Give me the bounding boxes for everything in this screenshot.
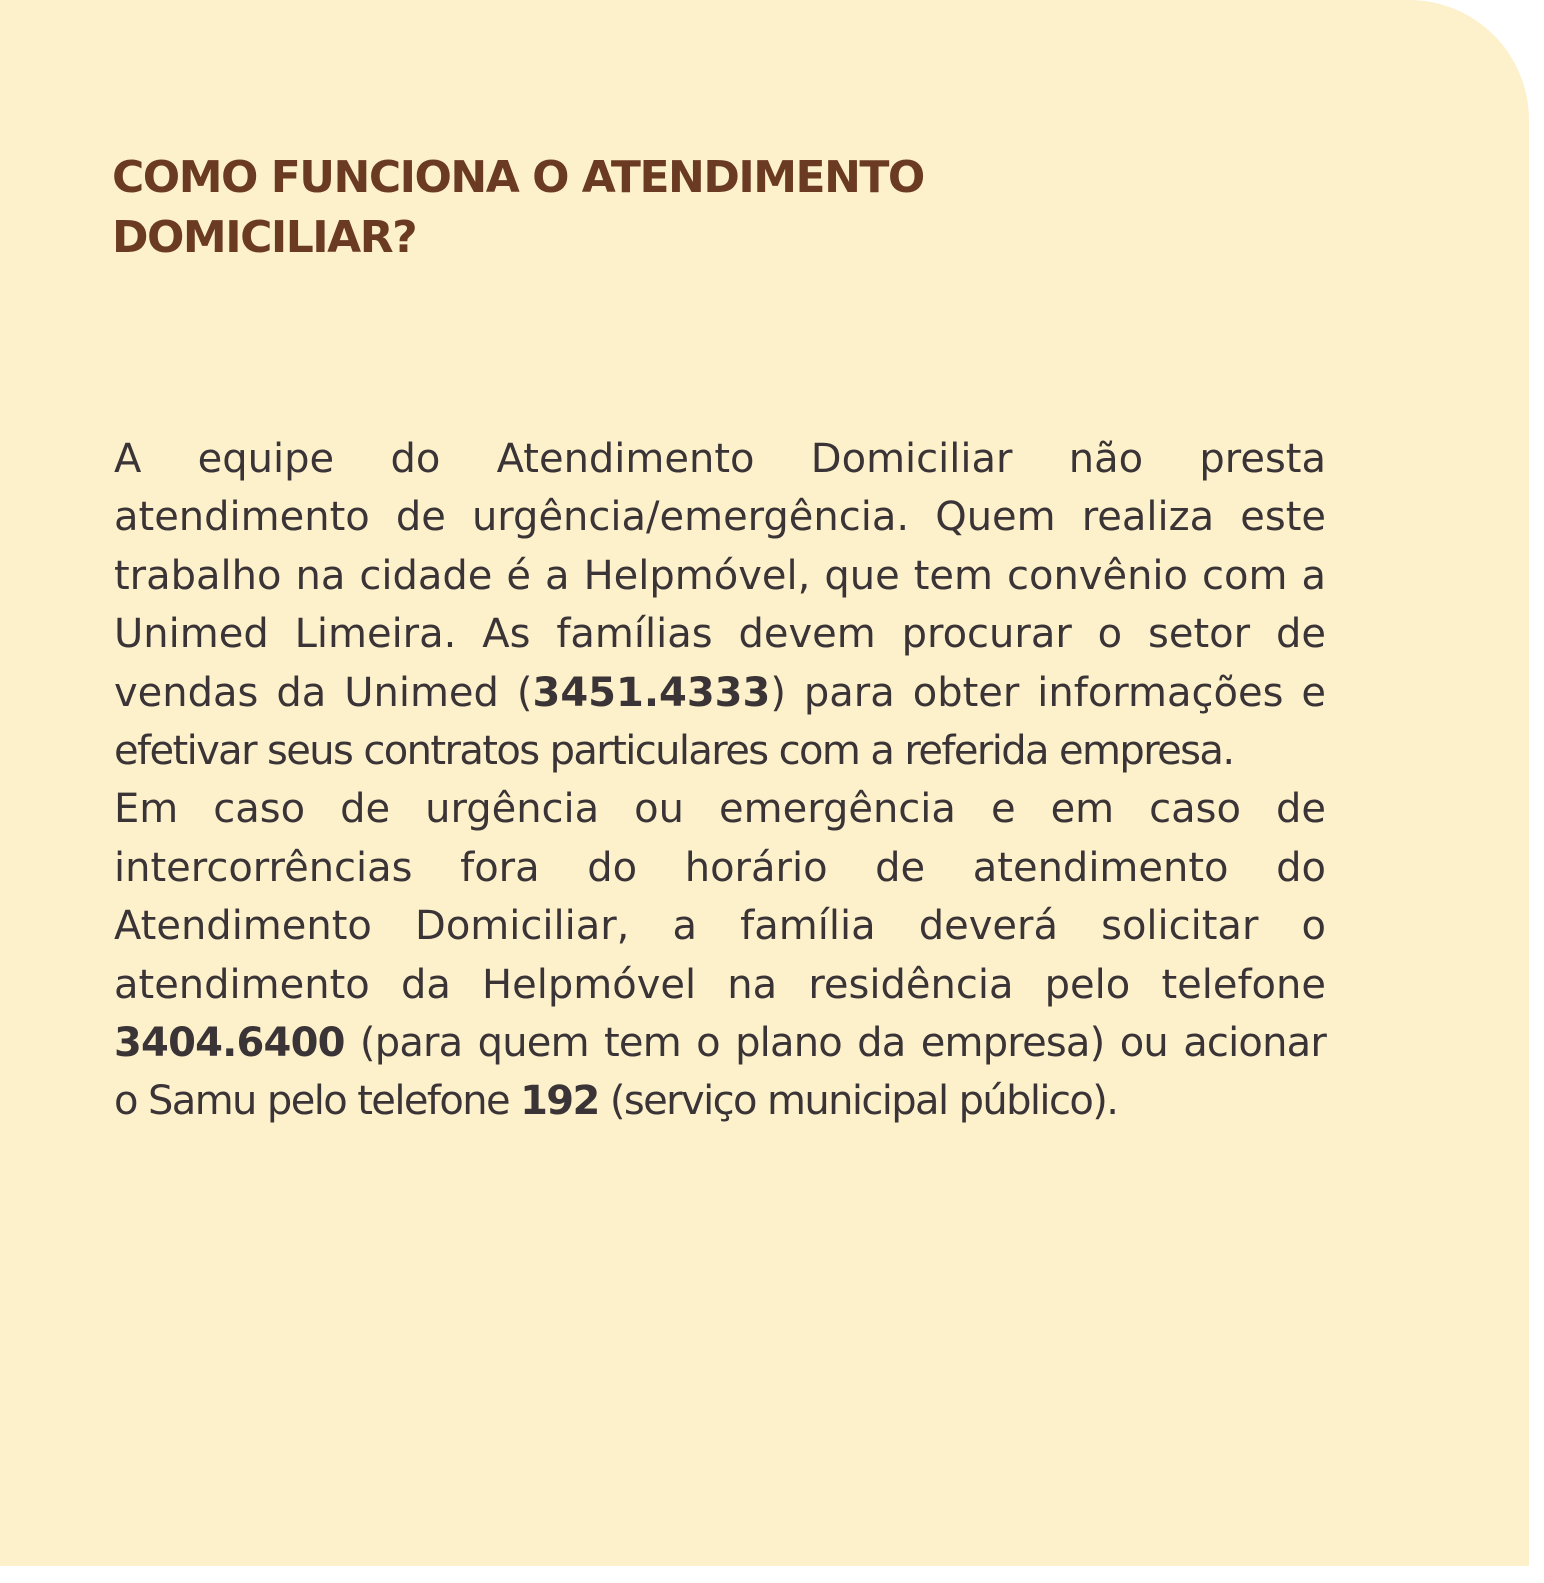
paragraph-2-line-6-pre: o Samu pelo telefone	[114, 1078, 521, 1125]
paragraph-2-line-3: Atendimento Domiciliar, a família deverá solicitar o	[114, 903, 1326, 950]
paragraph-2-line-5	[114, 1014, 1326, 1072]
unimed-sales-phone: 3451.4333	[532, 669, 771, 716]
paragraph-2-line-2: intercorrências fora do horário de atendimento do	[114, 844, 1326, 891]
paragraph-2-line-6-post: (serviço municipal público).	[598, 1078, 1118, 1125]
paragraph-2-line-5-post: (para quem tem o plano da empresa) ou acionar	[344, 1019, 1326, 1066]
paragraph-1-line-5	[114, 664, 1326, 722]
paragraph-2-line-1: Em caso de urgência ou emergência e em caso de	[114, 786, 1326, 833]
paragraph-1-line-6: efetivar seus contratos particulares com a referida empresa.	[114, 727, 1234, 774]
paragraph-1-line-5-pre: vendas da Unimed (	[114, 669, 533, 716]
paragraph-1-line-1: A equipe do Atendimento Domiciliar não presta	[114, 436, 1326, 482]
paragraph-2-line-4: atendimento da Helpmóvel na residência pelo telefone	[114, 961, 1326, 1008]
page-title	[112, 148, 1112, 268]
helpmovel-phone: 3404.6400	[114, 1019, 345, 1066]
paragraph-1-line-2: atendimento de urgência/emergência. Quem realiza este	[114, 494, 1326, 541]
body-text	[114, 430, 1326, 1131]
paragraph-1-line-5-post: ) para obter informações e	[770, 669, 1327, 716]
page-title-line-2: DOMICILIAR?	[112, 212, 417, 263]
paragraph-2-line-6	[114, 1072, 1326, 1130]
paragraph-1-line-3: trabalho na cidade é a Helpmóvel, que tem convênio com a	[114, 552, 1326, 599]
samu-phone: 192	[520, 1078, 599, 1125]
paragraph-1-line-4: Unimed Limeira. As famílias devem procurar o setor de	[114, 611, 1326, 658]
page-title-line-1: COMO FUNCIONA O ATENDIMENTO	[112, 152, 924, 203]
